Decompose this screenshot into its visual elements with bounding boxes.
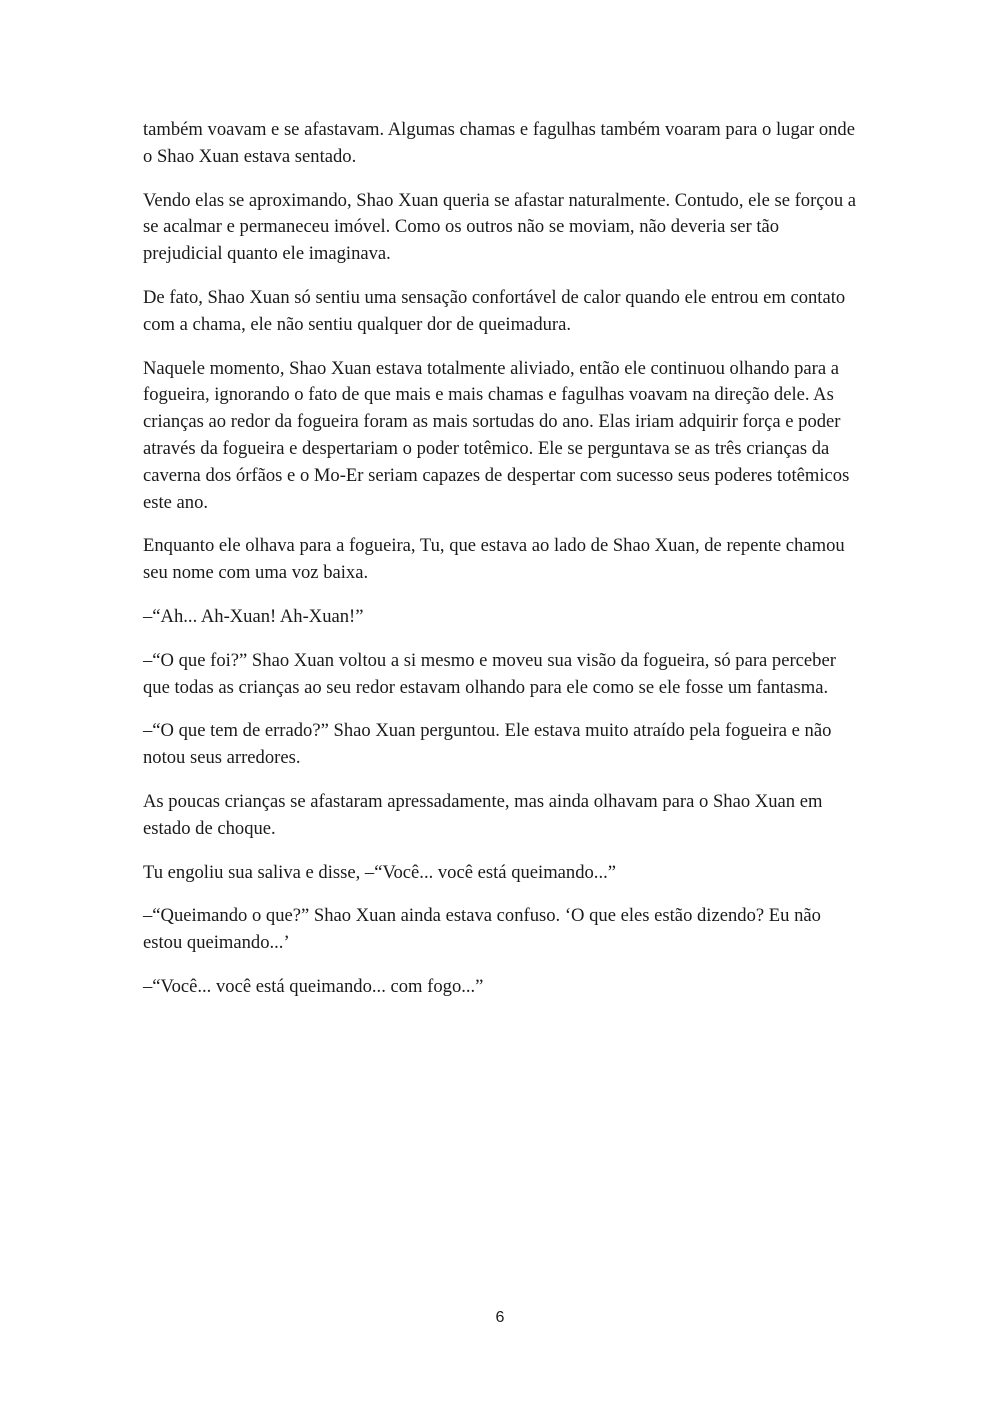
body-text bbox=[143, 117, 859, 1018]
paragraph-5: Enquanto ele olhava para a fogueira, Tu, que estava ao lado de Shao Xuan, de repente chamou seu nome com uma voz baixa. bbox=[143, 535, 845, 584]
paragraph-3: De fato, Shao Xuan só sentiu uma sensação confortável de calor quando ele entrou em contato com a chama, ele não sentiu qualquer dor de queimadura. bbox=[143, 286, 846, 335]
paragraph-6: –“Ah... Ah-Xuan! Ah-Xuan!” bbox=[143, 605, 364, 627]
paragraph-1: também voavam e se afastavam. Algumas chamas e fagulhas também voaram para o lugar onde o Shao Xuan estava sentado. bbox=[143, 119, 855, 167]
paragraph-8: –“O que tem de errado?” Shao Xuan perguntou. Ele estava muito atraído pela fogueira e não notou seus arredores. bbox=[143, 720, 832, 769]
paragraph-11: –“Queimando o que?” Shao Xuan ainda estava confuso. ‘O que eles estão dizendo? Eu não estou queimando...’ bbox=[143, 905, 821, 954]
paragraph-2: Vendo elas se aproximando, Shao Xuan queria se afastar naturalmente. Contudo, ele se forçou a se acalmar e permaneceu imóvel. Como os outros não se moviam, não deveria ser tão prejudicial quanto ele imaginava. bbox=[143, 189, 857, 265]
paragraph-10: Tu engoliu sua saliva e disse, –“Você... você está queimando...” bbox=[143, 861, 617, 883]
paragraph-12: –“Você... você está queimando... com fogo...” bbox=[143, 975, 484, 997]
page-number: 6 bbox=[495, 1309, 505, 1326]
paragraph-9: As poucas crianças se afastaram apressadamente, mas ainda olhavam para o Shao Xuan em estado de choque. bbox=[143, 790, 823, 839]
paragraph-7: –“O que foi?” Shao Xuan voltou a si mesmo e moveu sua visão da fogueira, só para perceber que todas as crianças ao seu redor estavam olhando para ele como se ele fosse um fantasma. bbox=[143, 649, 836, 698]
paragraph-4: Naquele momento, Shao Xuan estava totalmente aliviado, então ele continuou olhando para a fogueira, ignorando o fato de que mais e mais chamas e fagulhas voavam na direção dele. As crianças ao redor da fogueira foram as mais sortudas do ano. Elas iriam adquirir força e poder através da fogueira e despertariam o poder totêmico. Ele se perguntava se as três crianças da caverna dos órfãos e o Mo-Er seriam capazes de despertar com sucesso seus poderes totêmicos este ano. bbox=[143, 357, 850, 513]
